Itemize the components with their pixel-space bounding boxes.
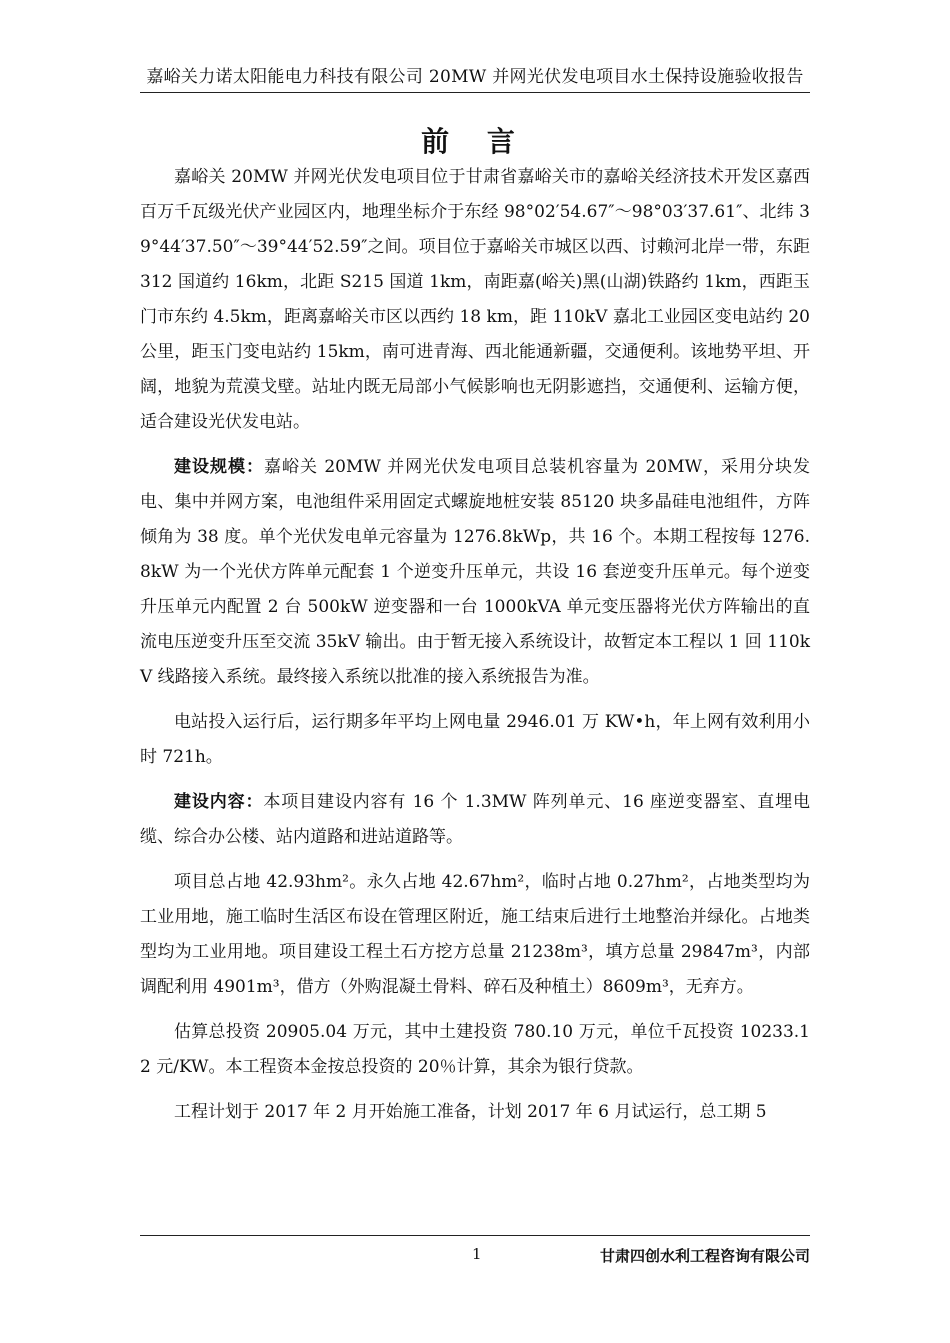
paragraph-schedule: 工程计划于 2017 年 2 月开始施工准备，计划 2017 年 6 月试运行，总工期 5 (174, 1102, 767, 1122)
paragraph-scale: 建设规模：嘉峪关 20MW 并网光伏发电项目总装机容量为 20MW，采用分块发电、集中并网方案，电池组件采用固定式螺旋地桩安装 85120 块多晶硅电池组件，方阵倾角为 38 度。单个光伏发电单元容量为 1276.8kWp，共 16 个。本期工程按每 1276.8kW 为一个光伏方阵单元配套 1 个逆变升压单元，共设 16 套逆变升压单元。每个逆变升压单元内配置 2 台 500kW 逆变器和一台 1000kVA 单元变压器将光伏方阵输出的直流电压逆变升压至交流 35kV 输出。由于暂无接入系统设计，故暂定本工程以 1 回 110kV 线路接入系统。最终接入系统以批准的接入系统报告为准。 (140, 457, 811, 687)
paragraph-location: 嘉峪关 20MW 并网光伏发电项目位于甘肃省嘉峪关市的嘉峪关经济技术开发区嘉西百万千瓦级光伏产业园区内，地理坐标介于东经 98°02′54.67″～98°03′37.61″、北纬 39°44′37.50″～39°44′52.59″之间。项目位于嘉峪关市城区以西、讨赖河北岸一带，东距 312 国道约 16km，北距 S215 国道 1km，南距嘉(峪关)黑(山湖)铁路约 1km，西距玉门市东约 4.5km，距离嘉峪关市区以西约 18 km，距 110kV 嘉北工业园区变电站约 20 公里，距玉门变电站约 15km，南可进青海、西北能通新疆，交通便利。该地势平坦、开阔，地貌为荒漠戈壁。站址内既无局部小气候影响也无阴影遮挡，交通便利、运输方便，适合建设光伏发电站。 (140, 167, 810, 432)
paragraph-lead: 建设内容： (174, 792, 264, 812)
header-rule (140, 92, 810, 93)
paragraph-output: 电站投入运行后，运行期多年平均上网电量 2946.01 万 KW•h，年上网有效利用小时 721h。 (140, 712, 810, 767)
footer-rule (140, 1235, 810, 1236)
footer-organization: 甘肃四创水利工程咨询有限公司 (599, 1247, 810, 1265)
page-number: 1 (472, 1245, 482, 1263)
document-body (140, 160, 810, 1140)
paragraph-land: 项目总占地 42.93hm²。永久占地 42.67hm²，临时占地 0.27hm²，占地类型均为工业用地，施工临时生活区布设在管理区附近，施工结束后进行土地整治并绿化。占地类型均为工业用地。项目建设工程土石方挖方总量 21238m³，填方总量 29847m³，内部调配利用 4901m³，借方（外购混凝土骨料、碎石及种植土）8609m³，无弃方。 (140, 872, 810, 997)
paragraph-investment: 估算总投资 20905.04 万元，其中土建投资 780.10 万元，单位千瓦投资 10233.12 元/KW。本工程资本金按总投资的 20％计算，其余为银行贷款。 (140, 1022, 810, 1077)
paragraph-content: 建设内容：本项目建设内容有 16 个 1.3MW 阵列单元、16 座逆变器室、直埋电缆、综合办公楼、站内道路和进站道路等。 (140, 792, 810, 847)
running-header: 嘉峪关力诺太阳能电力科技有限公司 20MW 并网光伏发电项目水土保持设施验收报告 (146, 67, 804, 87)
paragraph-lead: 建设规模： (174, 457, 264, 477)
page-title: 前 言 (421, 125, 529, 158)
